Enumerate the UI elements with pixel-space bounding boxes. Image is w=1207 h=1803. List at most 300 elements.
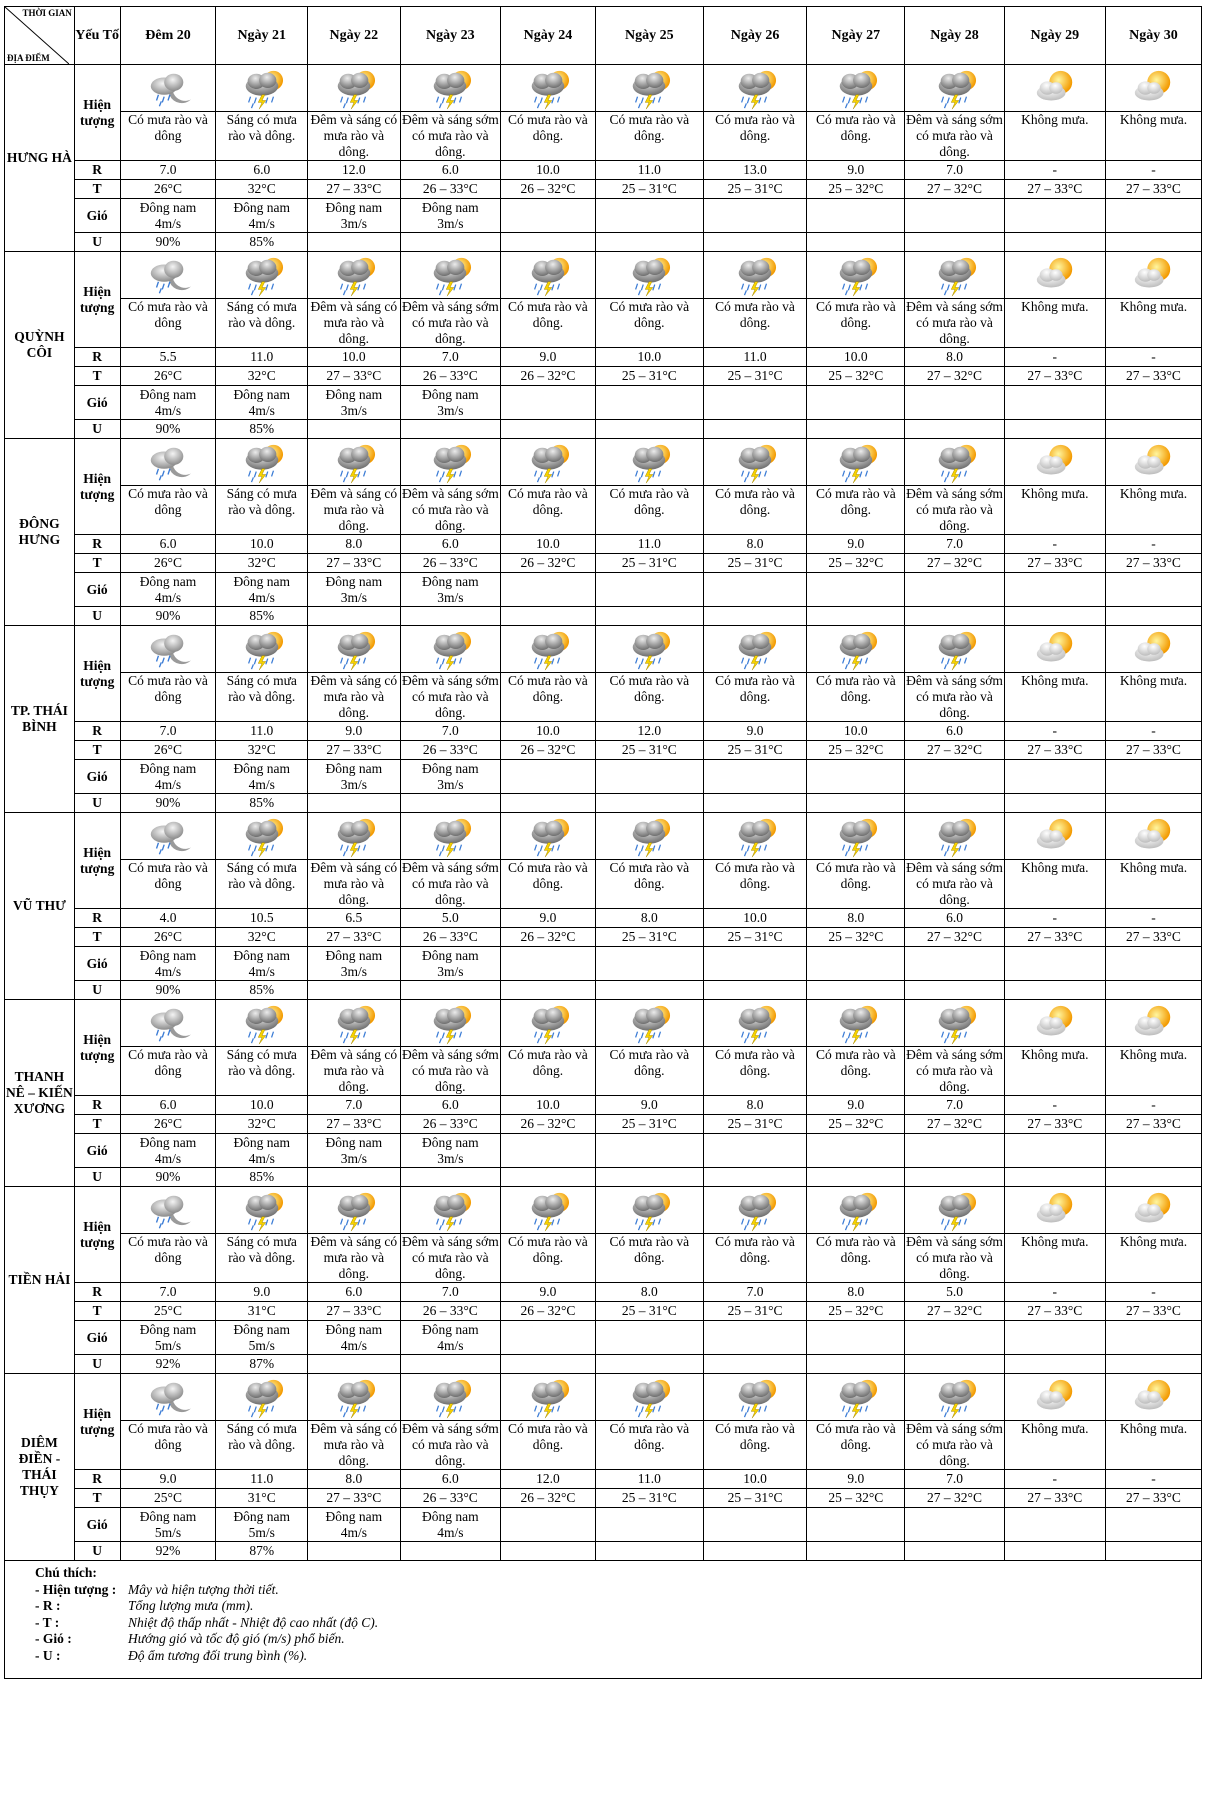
rain-thunder-icon (731, 815, 779, 859)
icon-row (5, 626, 1202, 673)
humidity-value: 90% (120, 233, 216, 252)
rain-thunder-icon (832, 67, 880, 111)
humidity-value (1004, 1355, 1105, 1374)
weather-description: Có mưa rào và dông (120, 1047, 216, 1096)
day-header: Ngày 25 (595, 7, 703, 65)
weather-description: Có mưa rào và dông. (807, 112, 905, 161)
wind-value (807, 573, 905, 607)
temperature-value: 32°C (216, 741, 308, 760)
weather-description: Có mưa rào và dông. (500, 673, 595, 722)
rainfall-value: - (1105, 909, 1201, 928)
temperature-value: 27 – 33°C (1105, 554, 1201, 573)
rain-thunder-icon (832, 254, 880, 298)
factor-t: T (74, 928, 120, 947)
weather-description: Đêm và sáng có mưa rào và dông. (308, 1234, 401, 1283)
weather-icon-cell (807, 1374, 905, 1421)
rain-thunder-icon (524, 815, 572, 859)
weather-icon-cell (308, 439, 401, 486)
temperature-value: 26 – 33°C (400, 554, 500, 573)
rainfall-value: 10.0 (807, 722, 905, 741)
factor-r: R (74, 1470, 120, 1489)
weather-icon-cell (807, 252, 905, 299)
humidity-value (308, 981, 401, 1000)
weather-description: Có mưa rào và dông. (595, 299, 703, 348)
weather-icon-cell (905, 252, 1004, 299)
weather-description: Đêm và sáng có mưa rào và dông. (308, 299, 401, 348)
humidity-value (400, 981, 500, 1000)
weather-description: Có mưa rào và dông. (703, 299, 807, 348)
humidity-value (905, 233, 1004, 252)
weather-icon-cell (500, 1374, 595, 1421)
temperature-value: 27 – 33°C (1105, 928, 1201, 947)
wind-value: Đông nam 4m/s (216, 573, 308, 607)
rainfall-row (5, 909, 1202, 928)
temperature-row (5, 367, 1202, 386)
rainfall-value: 9.0 (703, 722, 807, 741)
temperature-value: 25 – 31°C (595, 928, 703, 947)
factor-u: U (74, 420, 120, 439)
temperature-value: 27 – 33°C (1004, 1302, 1105, 1321)
weather-icon-cell (400, 1000, 500, 1047)
rainfall-value: 7.0 (703, 1283, 807, 1302)
rainfall-value: 7.0 (905, 535, 1004, 554)
humidity-value (500, 1168, 595, 1187)
rainfall-value: 6.0 (400, 161, 500, 180)
rain-thunder-icon (524, 254, 572, 298)
humidity-value (1004, 607, 1105, 626)
temperature-value: 27 – 33°C (308, 928, 401, 947)
weather-icon-cell (703, 65, 807, 112)
weather-icon-cell (216, 252, 308, 299)
rainfall-value: - (1004, 1283, 1105, 1302)
legend-key: - U : (35, 1647, 61, 1663)
rainfall-value: 9.0 (120, 1470, 216, 1489)
temperature-value: 26 – 32°C (500, 367, 595, 386)
day-header: Ngày 22 (308, 7, 401, 65)
temperature-value: 27 – 32°C (905, 741, 1004, 760)
rain-thunder-icon (832, 1376, 880, 1420)
factor-r: R (74, 535, 120, 554)
wind-value (905, 947, 1004, 981)
humidity-value: 85% (216, 233, 308, 252)
rain-thunder-icon (832, 1002, 880, 1046)
wind-value: Đông nam 3m/s (400, 386, 500, 420)
rain-thunder-icon (625, 1376, 673, 1420)
weather-description: Có mưa rào và dông. (807, 673, 905, 722)
factor-hien-tuong: Hiện tượng (74, 1374, 120, 1470)
wind-value (1105, 760, 1201, 794)
wind-value (595, 386, 703, 420)
temperature-value: 26 – 32°C (500, 1115, 595, 1134)
wind-row (5, 760, 1202, 794)
legend-value: Độ ẩm tương đối trung bình (%). (128, 1647, 308, 1663)
humidity-value: 85% (216, 1168, 308, 1187)
humidity-value (703, 981, 807, 1000)
humidity-value (400, 1355, 500, 1374)
weather-description: Có mưa rào và dông (120, 299, 216, 348)
humidity-value: 85% (216, 981, 308, 1000)
weather-icon-cell (807, 1000, 905, 1047)
wind-value (1105, 573, 1201, 607)
weather-description: Đêm và sáng có mưa rào và dông. (308, 860, 401, 909)
rain-thunder-icon (931, 254, 979, 298)
humidity-row (5, 420, 1202, 439)
wind-value: Đông nam 4m/s (120, 573, 216, 607)
wind-value: Đông nam 3m/s (308, 386, 401, 420)
corner-header (5, 7, 75, 65)
description-row (5, 1047, 1202, 1096)
weather-description: Không mưa. (1004, 860, 1105, 909)
humidity-value (905, 1355, 1004, 1374)
humidity-value (703, 233, 807, 252)
wind-row (5, 1508, 1202, 1542)
temperature-value: 27 – 33°C (1105, 1489, 1201, 1508)
weather-icon-cell (216, 1374, 308, 1421)
weather-icon-cell (1004, 65, 1105, 112)
rain-thunder-icon (238, 1189, 286, 1233)
wind-value (500, 386, 595, 420)
weather-icon-cell (308, 252, 401, 299)
humidity-value (1004, 794, 1105, 813)
weather-description: Có mưa rào và dông. (500, 299, 595, 348)
wind-row (5, 386, 1202, 420)
wind-value (1004, 760, 1105, 794)
temperature-value: 26 – 32°C (500, 741, 595, 760)
sun-cloud-icon (1129, 254, 1177, 298)
temperature-value: 27 – 33°C (1004, 1489, 1105, 1508)
weather-icon-cell (905, 1187, 1004, 1234)
location-name: HƯNG HÀ (5, 65, 75, 252)
rain-thunder-icon (426, 254, 474, 298)
rain-thunder-icon (832, 441, 880, 485)
wind-value (1105, 1321, 1201, 1355)
wind-value (905, 760, 1004, 794)
rain-thunder-icon (426, 628, 474, 672)
humidity-value (1105, 1355, 1201, 1374)
icon-row (5, 439, 1202, 486)
weather-description: Không mưa. (1004, 1234, 1105, 1283)
temperature-value: 25°C (120, 1489, 216, 1508)
rainfall-value: 9.0 (807, 1096, 905, 1115)
rain-thunder-icon (731, 67, 779, 111)
description-row (5, 486, 1202, 535)
humidity-value: 90% (120, 981, 216, 1000)
rain-thunder-icon (238, 254, 286, 298)
rainfall-value: 8.0 (807, 1283, 905, 1302)
weather-description: Đêm và sáng sớm có mưa rào và dông. (906, 1421, 1003, 1468)
weather-icon-cell (595, 1000, 703, 1047)
humidity-value (595, 233, 703, 252)
icon-row (5, 1187, 1202, 1234)
humidity-value (807, 794, 905, 813)
corner-time-label: THỜI GIAN (22, 8, 72, 18)
wind-value: Đông nam 3m/s (308, 760, 401, 794)
description-row (5, 1234, 1202, 1283)
weather-icon-cell (1004, 1187, 1105, 1234)
rainfall-value: 7.0 (308, 1096, 401, 1115)
temperature-value: 25 – 32°C (807, 367, 905, 386)
weather-icon-cell (1105, 252, 1201, 299)
temperature-value: 26 – 33°C (400, 180, 500, 199)
weather-description: Sáng có mưa rào và dông. (216, 299, 308, 348)
temperature-value: 26 – 32°C (500, 1302, 595, 1321)
wind-value (500, 573, 595, 607)
rain-thunder-icon (524, 441, 572, 485)
weather-description: Đêm và sáng sớm có mưa rào và dông. (906, 1047, 1003, 1094)
sun-cloud-icon (1031, 1189, 1079, 1233)
weather-icon-cell (905, 626, 1004, 673)
day-header: Ngày 28 (905, 7, 1004, 65)
wind-value (500, 199, 595, 233)
location-name: VŨ THƯ (5, 813, 75, 1000)
rainfall-value: 6.0 (905, 909, 1004, 928)
weather-description: Có mưa rào và dông (120, 486, 216, 535)
rainfall-value: 10.5 (216, 909, 308, 928)
temperature-value: 25 – 31°C (595, 554, 703, 573)
temperature-value: 27 – 33°C (1004, 554, 1105, 573)
humidity-row (5, 1355, 1202, 1374)
factor-t: T (74, 1302, 120, 1321)
rainfall-value: 8.0 (595, 1283, 703, 1302)
weather-icon-cell (308, 626, 401, 673)
weather-icon-cell (595, 1374, 703, 1421)
humidity-value (400, 607, 500, 626)
icon-row (5, 252, 1202, 299)
rain-thunder-icon (731, 254, 779, 298)
sun-cloud-icon (1031, 815, 1079, 859)
humidity-value: 92% (120, 1542, 216, 1561)
weather-icon-cell (120, 1374, 216, 1421)
wind-value (703, 1134, 807, 1168)
wind-value (500, 760, 595, 794)
rainfall-value: 5.0 (400, 909, 500, 928)
weather-icon-cell (1004, 252, 1105, 299)
humidity-value: 85% (216, 420, 308, 439)
rainfall-value: 9.0 (807, 1470, 905, 1489)
wind-value: Đông nam 3m/s (400, 1134, 500, 1168)
temperature-value: 25 – 31°C (703, 1489, 807, 1508)
humidity-value: 90% (120, 420, 216, 439)
weather-description: Đêm và sáng sớm có mưa rào và dông. (906, 486, 1003, 533)
humidity-row (5, 794, 1202, 813)
weather-icon-cell (807, 1187, 905, 1234)
rain-thunder-icon (238, 815, 286, 859)
legend-title: Chú thích: (35, 1565, 97, 1580)
wind-value (807, 1321, 905, 1355)
weather-description: Có mưa rào và dông. (703, 1047, 807, 1096)
temperature-value: 32°C (216, 180, 308, 199)
rainfall-value: - (1105, 1283, 1201, 1302)
rainfall-value: - (1105, 161, 1201, 180)
wind-value (1004, 947, 1105, 981)
humidity-value (807, 233, 905, 252)
weather-icon-cell (400, 813, 500, 860)
wind-value: Đông nam 4m/s (400, 1508, 500, 1542)
factor-t: T (74, 554, 120, 573)
weather-icon-cell (905, 439, 1004, 486)
rainfall-value: 6.0 (400, 535, 500, 554)
weather-description: Không mưa. (1004, 1421, 1105, 1470)
humidity-value (500, 233, 595, 252)
temperature-value: 26 – 33°C (400, 741, 500, 760)
rain-thunder-icon (731, 1376, 779, 1420)
rain-thunder-icon (330, 1376, 378, 1420)
temperature-value: 27 – 32°C (905, 1489, 1004, 1508)
temperature-value: 27 – 33°C (1105, 180, 1201, 199)
rain-thunder-icon (931, 1189, 979, 1233)
rainfall-row (5, 1096, 1202, 1115)
humidity-value: 87% (216, 1355, 308, 1374)
rainfall-value: 8.0 (308, 535, 401, 554)
night-rain-icon (144, 441, 192, 485)
humidity-value (1105, 1168, 1201, 1187)
rainfall-value: - (1004, 348, 1105, 367)
humidity-value (1105, 420, 1201, 439)
weather-icon-cell (216, 1000, 308, 1047)
humidity-value (1105, 233, 1201, 252)
rainfall-value: 7.0 (120, 1283, 216, 1302)
humidity-value (308, 1168, 401, 1187)
rain-thunder-icon (524, 1376, 572, 1420)
day-header: Ngày 29 (1004, 7, 1105, 65)
weather-description: Không mưa. (1105, 1047, 1201, 1096)
temperature-value: 26 – 33°C (400, 1489, 500, 1508)
humidity-value (703, 1542, 807, 1561)
weather-icon-cell (1004, 813, 1105, 860)
rainfall-value: 7.0 (400, 348, 500, 367)
rain-thunder-icon (625, 1002, 673, 1046)
weather-icon-cell (500, 252, 595, 299)
sun-cloud-icon (1031, 1002, 1079, 1046)
weather-icon-cell (216, 439, 308, 486)
weather-icon-cell (400, 439, 500, 486)
rain-thunder-icon (931, 815, 979, 859)
rain-thunder-icon (426, 441, 474, 485)
temperature-value: 27 – 33°C (1105, 1115, 1201, 1134)
rain-thunder-icon (832, 1189, 880, 1233)
weather-icon-cell (703, 439, 807, 486)
rain-thunder-icon (238, 441, 286, 485)
temperature-value: 26 – 32°C (500, 180, 595, 199)
temperature-value: 26 – 33°C (400, 1115, 500, 1134)
icon-row (5, 1000, 1202, 1047)
temperature-row (5, 180, 1202, 199)
rainfall-value: - (1004, 1470, 1105, 1489)
weather-description: Có mưa rào và dông. (595, 1047, 703, 1096)
weather-description: Có mưa rào và dông (120, 673, 216, 722)
humidity-value (703, 1355, 807, 1374)
temperature-value: 25 – 32°C (807, 741, 905, 760)
legend-value: Hướng gió và tốc độ gió (m/s) phổ biến. (128, 1631, 345, 1646)
weather-icon-cell (120, 1187, 216, 1234)
rainfall-value: - (1004, 161, 1105, 180)
temperature-value: 25 – 31°C (703, 554, 807, 573)
wind-value: Đông nam 4m/s (216, 199, 308, 233)
weather-description: Có mưa rào và dông. (595, 1421, 703, 1470)
rain-thunder-icon (330, 1002, 378, 1046)
rainfall-value: 11.0 (216, 1470, 308, 1489)
temperature-value: 25 – 32°C (807, 1302, 905, 1321)
temperature-value: 32°C (216, 367, 308, 386)
weather-icon-cell (120, 65, 216, 112)
humidity-value (905, 1542, 1004, 1561)
wind-value (1105, 1134, 1201, 1168)
rainfall-value: 7.0 (905, 1096, 1004, 1115)
temperature-value: 25 – 31°C (703, 741, 807, 760)
humidity-value (905, 1168, 1004, 1187)
weather-description: Đêm và sáng sớm có mưa rào và dông. (906, 299, 1003, 346)
humidity-value (807, 1542, 905, 1561)
night-rain-icon (144, 254, 192, 298)
weather-icon-cell (807, 439, 905, 486)
legend-key: - T : (35, 1614, 60, 1630)
weather-icon-cell (595, 813, 703, 860)
rain-thunder-icon (524, 67, 572, 111)
rainfall-value: 8.0 (905, 348, 1004, 367)
rain-thunder-icon (731, 628, 779, 672)
wind-value (1105, 1508, 1201, 1542)
sun-cloud-icon (1129, 67, 1177, 111)
weather-description: Có mưa rào và dông. (807, 1047, 905, 1096)
weather-icon-cell (1105, 1374, 1201, 1421)
weather-icon-cell (1105, 813, 1201, 860)
humidity-value (807, 981, 905, 1000)
rain-thunder-icon (731, 1189, 779, 1233)
wind-value (1004, 1508, 1105, 1542)
rainfall-value: 6.0 (400, 1096, 500, 1115)
wind-row (5, 573, 1202, 607)
humidity-value (500, 1355, 595, 1374)
rain-thunder-icon (931, 441, 979, 485)
sun-cloud-icon (1031, 254, 1079, 298)
weather-icon-cell (905, 1374, 1004, 1421)
humidity-value (905, 981, 1004, 1000)
factor-gio: Gió (74, 573, 120, 607)
humidity-value (595, 1355, 703, 1374)
humidity-value (1105, 794, 1201, 813)
humidity-value (400, 420, 500, 439)
humidity-value (500, 607, 595, 626)
weather-description: Đêm và sáng sớm có mưa rào và dông. (401, 1421, 499, 1468)
temperature-value: 27 – 33°C (308, 1489, 401, 1508)
wind-value (703, 573, 807, 607)
wind-value: Đông nam 3m/s (308, 947, 401, 981)
rainfall-value: 12.0 (500, 1470, 595, 1489)
description-row (5, 1421, 1202, 1470)
wind-value: Đông nam 3m/s (400, 573, 500, 607)
weather-description: Đêm và sáng có mưa rào và dông. (308, 112, 401, 161)
temperature-value: 27 – 33°C (308, 554, 401, 573)
weather-icon-cell (807, 626, 905, 673)
legend-item (35, 1648, 1201, 1665)
humidity-value (400, 1542, 500, 1561)
legend-value: Mây và hiện tượng thời tiết. (128, 1581, 279, 1597)
temperature-value: 27 – 33°C (308, 1302, 401, 1321)
weather-description: Có mưa rào và dông. (807, 860, 905, 909)
weather-description: Không mưa. (1004, 299, 1105, 348)
weather-description: Có mưa rào và dông. (703, 860, 807, 909)
temperature-row (5, 554, 1202, 573)
humidity-value (400, 794, 500, 813)
weather-description: Có mưa rào và dông. (703, 1234, 807, 1283)
rainfall-value: 10.0 (500, 1096, 595, 1115)
sun-cloud-icon (1129, 1376, 1177, 1420)
wind-value: Đông nam 4m/s (120, 947, 216, 981)
weather-description: Sáng có mưa rào và dông. (216, 1234, 308, 1283)
weather-icon-cell (1105, 439, 1201, 486)
temperature-value: 32°C (216, 928, 308, 947)
weather-icon-cell (595, 252, 703, 299)
